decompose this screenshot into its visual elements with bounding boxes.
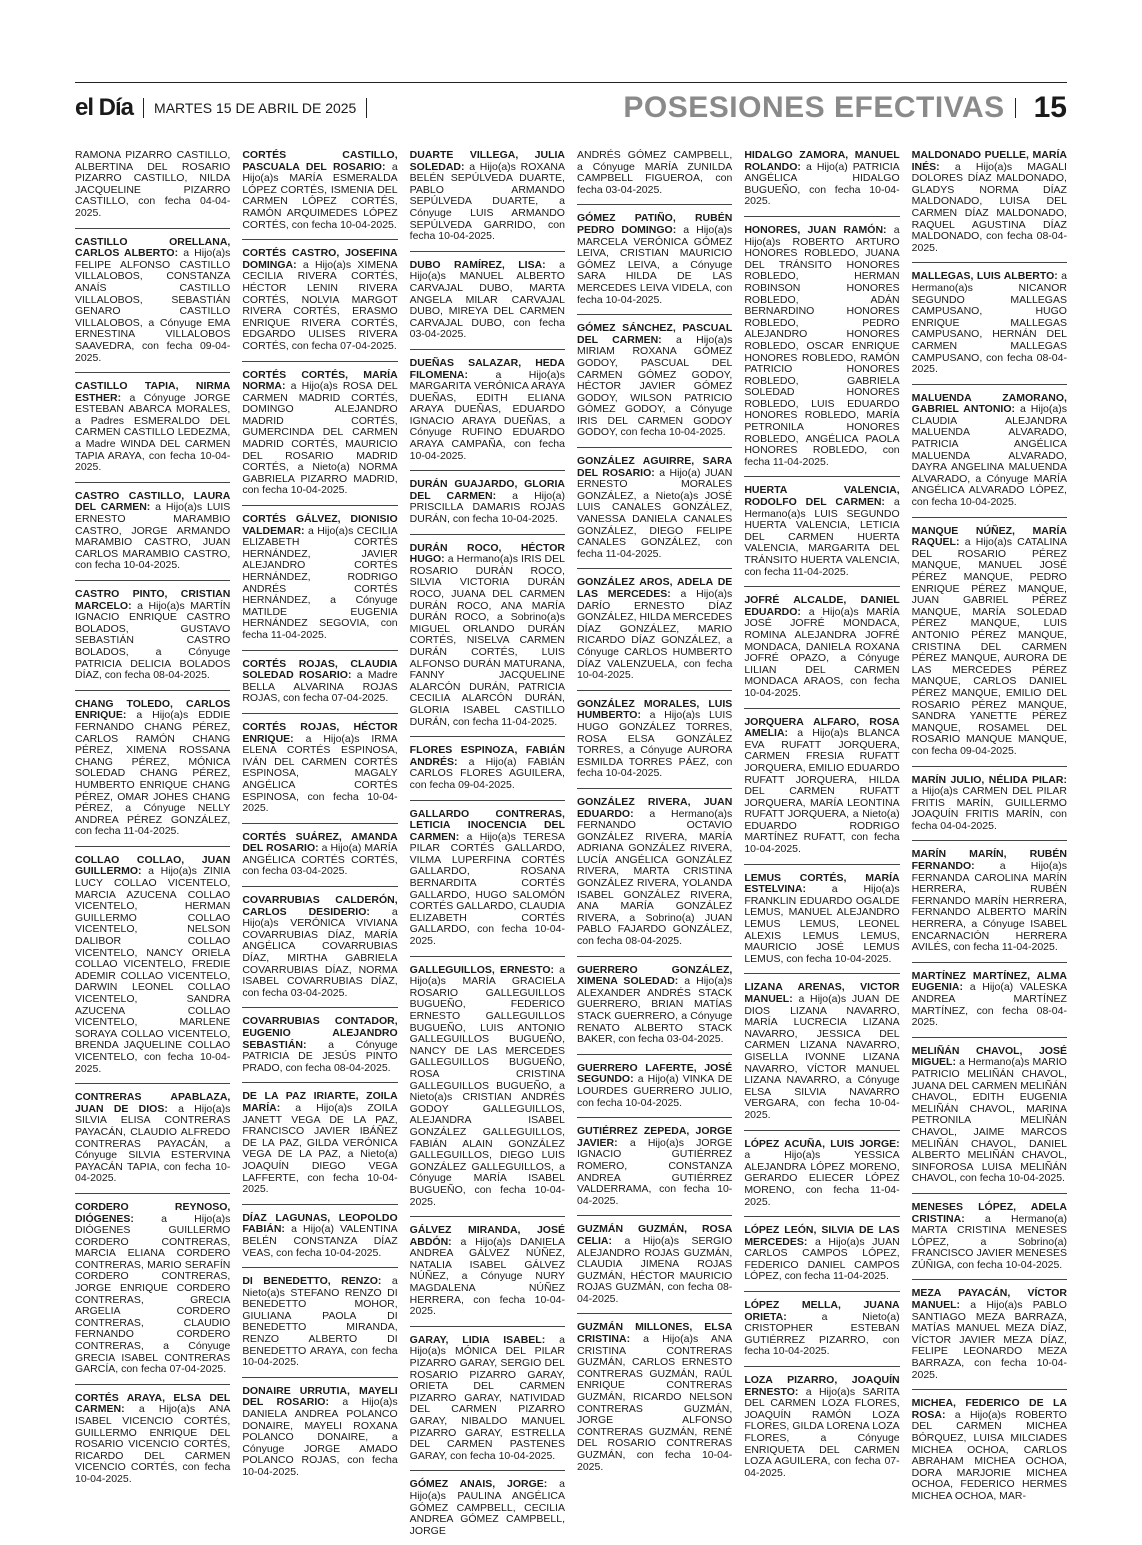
heirs-text: a Hijo(a)s LUIS HUGO GONZÁLEZ TORRES, ROSA ELSA GONZÁLEZ TORRES, a Cónyuge AURORA ESMILDA TORRES PÁEZ, con fecha 10-04-2025.: [576, 709, 733, 780]
heirs-text: RAMONA PIZARRO CASTILLO, ALBERTINA DEL ROSARIO PIZARRO CASTILLO, NILDA JACQUELINE PIZARRO CASTILLO, con fecha 04-04-2025.: [75, 149, 231, 219]
deceased-name: HIDALGO ZAMORA, MANUEL ROLANDO:: [744, 149, 900, 173]
notice-entry: [744, 717, 899, 865]
heirs-text: a Hijo(a)s PAULINA ANGÉLICA GÓMEZ CAMPBELL, CECILIA ANDREA GÓMEZ CAMPBELL, JORGE: [409, 1478, 565, 1537]
heirs-text: a Hijo(a)s ROXANA BELÉN SEPÚLVEDA DUARTE, PABLO ARMANDO SEPÚLVEDA DUARTE, a Cónyuge LUIS ARMANDO SEPÚLVEDA GARRIDO, con fecha 10-04-2025.: [409, 160, 565, 243]
heirs-text: a Hijo(a)s IRMA ELENA CORTÉS ESPINOSA, IVÁN DEL CARMEN CORTÉS ESPINOSA, MAGALY ANGÉLICA CORTÉS ESPINOSA, con fecha 10-04-2025.: [242, 732, 398, 815]
heirs-text: a Hermano(a) MARTA CRISTINA MENESES LÓPEZ, a Sobrino(a) FRANCISCO JAVIER MENESES ZÚÑIGA, con fecha 10-04-2025.: [911, 1212, 1067, 1271]
deceased-name: DURÁN ROCO, HÉCTOR HUGO:: [409, 541, 565, 566]
notice-entry: [242, 1091, 397, 1204]
heirs-text: a Hijo(a)s DANIELA ANDREA POLANCO DONAIRE, MAYELI ROXANA POLANCO DONAIRE, a Cónyuge JORGE AMADO POLANCO ROJAS, con fecha 10-04-2025.: [242, 1396, 398, 1478]
notice-entry: [577, 1322, 732, 1481]
notice-entry: [410, 965, 565, 1217]
heirs-text: a Hijo(a)s MARCELA VERÓNICA GÓMEZ LEIVA, CRISTIAN MAURICIO GÓMEZ LEIVA, a Cónyuge SARA HILDA DE LAS MERCEDES LEIVA VIDELA, con fecha 10-04-2025.: [576, 223, 733, 306]
deceased-name: CORTÉS CASTRO, JOSEFINA DOMINGA:: [242, 247, 398, 271]
deceased-name: GUTIÉRREZ ZEPEDA, JORGE JAVIER:: [576, 1125, 733, 1149]
heirs-text: a Hijo(a)s MARTÍN IGNACIO ENRIQUE CASTRO BOLADOS, GUSTAVO SEBASTIÁN CASTRO BOLADOS, a Cónyuge PATRICIA DELICIA BOLADOS DÍAZ, con fecha 08-04-2025.: [75, 599, 231, 682]
heirs-text: a Hijo(a)s MARÍA GRACIELA ROSARIO GALLEGUILLOS BUGUEÑO, FEDERICO ERNESTO GALLEGUILLOS BUGUEÑO, LUIS ANTONIO GALLEGUILLOS BUGUEÑO, NANCY DE LAS MERCEDES GALLEGUILLOS BUGUEÑO, ROSA CRISTINA GALLEGUILLOS BUGUEÑO, a Nieto(a)s CRISTIAN ANDRÉS GODOY GALLEGUILLOS, ALEJANDRA ISABEL GONZÁLEZ GALLEGUILLOS, FABIÁN ALAIN GONZÁLEZ GALLEGUILLOS, DIEGO LUIS GONZÁLEZ GALLEGUILLOS, a Cónyuge MARÍA ISABEL BUGUEÑO, con fecha 10-04-2025.: [409, 963, 565, 1208]
notice-entry: [75, 589, 230, 691]
heirs-text: a Hijo(a)s CECILIA ELIZABETH CORTÉS HERNÁNDEZ, JAVIER ALEJANDRO CORTÉS HERNÁNDEZ, RODRIGO ANDRÉS CORTÉS HERNÁNDEZ, a Cónyuge MATILDE EUGENIA HERNÁNDEZ SEGOVIA, con fecha 11-04-2025.: [242, 524, 398, 641]
notice-entry: [912, 150, 1067, 263]
notice-column: [744, 150, 899, 1530]
heirs-text: a Hermano(a)s FERNANDO OCTAVIO GONZÁLEZ RIVERA, MARÍA ADRIANA GONZÁLEZ RIVERA, LUCÍA ANGÉLICA GONZÁLEZ RIVERA, MARTA CRISTINA GONZÁLEZ RIVERA, YOLANDA ISABEL GONZÁLEZ RIVERA, ANA MARÍA GONZÁLEZ RIVERA, a Sobrino(a) JUAN PABLO FAJARDO GONZÁLEZ, con fecha 08-04-2025.: [576, 807, 733, 948]
notice-entry: [410, 260, 565, 350]
heirs-text: a Hijo(a)s CARMEN DEL PILAR FRITIS MARÍN, GUILLERMO JOAQUÍN FRITIS MARÍN, con fecha 04-04-2025.: [911, 785, 1067, 832]
deceased-name: DE LA PAZ IRIARTE, ZOILA MARÍA:: [242, 1090, 398, 1114]
notice-column: [912, 150, 1067, 1530]
notice-entry: [744, 150, 899, 217]
heirs-text: a Hijo(a)s EDDIE FERNANDO CHANG PÉREZ, CARLOS RAMÓN CHANG PÉREZ, XIMENA ROSSANA CHANG PÉREZ, MÓNICA SOLEDAD CHANG PÉREZ, HUMBERTO ENRIQUE CHANG PÉREZ, OMAR JOHES CHANG PÉREZ, a Cónyuge NELLY ANDREA PÉREZ GONZÁLEZ, con fecha 11-04-2025.: [75, 709, 231, 838]
heirs-text: a Hijo(a)s ANA ISABEL VICENCIO CORTÉS, GUILLERMO ENRIQUE DEL ROSARIO VICENCIO CORTÉS, RICARDO DEL CARMEN VICENCIO CORTÉS, con fecha 10-04-2025.: [75, 1403, 231, 1485]
header-divider: [366, 98, 367, 118]
deceased-name: GÓMEZ SÁNCHEZ, PASCUAL DEL CARMEN:: [576, 322, 733, 346]
notice-entry: [75, 1202, 230, 1385]
notice-entry: [744, 595, 899, 708]
heirs-text: a Hijo(a)s JUAN DE DIOS LIZANA NAVARRO, MARÍA LUCRECIA LIZANA NAVARRO, JESSICA DEL CARMEN LIZANA NAVARRO, GISELLA IVONNE LIZANA NAVARRO, VÍCTOR MANUEL LIZANA NAVARRO, a Cónyuge ELSA SILVIA NAVARRO VERGARA, con fecha 10-04-2025.: [744, 993, 900, 1121]
deceased-name: MEZA PAYACÁN, VÍCTOR MANUEL:: [911, 1287, 1067, 1312]
notice-entry: [410, 809, 565, 957]
heirs-text: a Hijo(a)s CATALINA DEL ROSARIO PÉREZ MANQUE, MANUEL JOSÉ PÉREZ MANQUE, PEDRO ENRIQUE PÉREZ MANQUE, JUAN GABRIEL PÉREZ MANQUE, MARÍA SOLEDAD PÉREZ MANQUE, LUIS ANTONIO PÉREZ MANQUE, CRISTINA DEL CARMEN PÉREZ MANQUE, AURORA DE LAS MERCEDES PÉREZ MANQUE, CARLOS DANIEL PÉREZ MANQUE, EMILIO DEL ROSARIO PÉREZ MANQUE, SANDRA YANETTE PÉREZ MANQUE, ROSAMEL DEL ROSARIO MANQUE MANQUE, con fecha 09-04-2025.: [911, 536, 1067, 757]
deceased-name: MALUENDA ZAMORANO, GABRIEL ANTONIO:: [911, 391, 1067, 416]
notice-entry: [242, 659, 397, 714]
notice-entry: [912, 1288, 1067, 1390]
deceased-name: CORTÉS ROJAS, HÉCTOR ENRIQUE:: [242, 720, 398, 745]
heirs-text: a Hijo(a)s MARGARITA VERÓNICA ARAYA DUEÑAS, EDITH ELIANA ARAYA DUEÑAS, EDUARDO IGNACIO ARAYA DUEÑAS, a Cónyuge RUFINO EDUARDO ARAYA CAMPAÑA, con fecha 10-04-2025.: [409, 368, 565, 462]
page-number: 15: [1033, 91, 1067, 124]
notice-entry: [410, 1335, 565, 1472]
deceased-name: GÓMEZ PATIÑO, RUBÉN PEDRO DOMINGO:: [576, 212, 733, 236]
deceased-name: MALLEGAS, LUIS ALBERTO:: [911, 270, 1058, 283]
heirs-text: a Hijo(a)s ANA CRISTINA CONTRERAS GUZMÁN, CARLOS ERNESTO CONTRERAS GUZMÁN, RAÚL ENRIQUE CONTRERAS GUZMÁN, RICARDO NELSON CONTRERAS GUZMÁN, JORGE ALFONSO CONTRERAS GUZMÁN, RENÉ DEL ROSARIO CONTRERAS GUZMÁN, con fecha 10-04-2025.: [576, 1333, 733, 1473]
deceased-name: GONZÁLEZ RIVERA, JUAN EDUARDO:: [576, 795, 733, 820]
heirs-text: a Hijo(a)s VERÓNICA VIVIANA COVARRUBIAS DÍAZ, MARÍA ANGÉLICA COVARRUBIAS DÍAZ, MIRTHA GABRIELA COVARRUBIAS DÍAZ, NORMA ISABEL COVARRUBIAS DÍAZ, con fecha 03-04-2025.: [242, 905, 398, 999]
heirs-text: a Hermano(a)s LUIS SEGUNDO HUERTA VALENCIA, LETICIA DEL CARMEN HUERTA VALENCIA, MARGARITA DEL TRÁNSITO HUERTA VALENCIA, con fecha 11-04-2025.: [744, 496, 900, 578]
deceased-name: CORDERO REYNOSO, DIÓGENES:: [75, 1200, 231, 1225]
heirs-text: a Hijo(a)s JUAN CARLOS CAMPOS LÓPEZ, FEDERICO DANIEL CAMPOS LÓPEZ, con fecha 11-04-2025.: [744, 1235, 900, 1283]
deceased-name: CORTÉS ARAYA, ELSA DEL CARMEN:: [75, 1391, 231, 1416]
heirs-text: a Hijo(a)s ROBERTO ARTURO HONORES ROBLEDO, JUANA DEL TRÁNSITO HONORES ROBLEDO, HERMAN ROBINSON HONORES ROBLEDO, ADÁN BERNARDINO HONORES ROBLEDO, PEDRO ALEJANDRO HONORES ROBLEDO, OSCAR ENRIQUE HONORES ROBLEDO, RAMÓN PATRICIO HONORES ROBLEDO, GABRIELA SOLEDAD HONORES ROBLEDO, LUIS EDUARDO HONORES ROBLEDO, MARÍA PETRONILA HONORES ROBLEDO, ANGÉLICA PAOLA HONORES ROBLEDO, con fecha 11-04-2025.: [744, 223, 900, 468]
deceased-name: GONZÁLEZ AGUIRRE, SARA DEL ROSARIO:: [576, 455, 733, 479]
heirs-text: a Hijo(a)s LUIS ERNESTO MARAMBIO CASTRO, JORGE ARMANDO MARAMBIO CASTRO, JUAN CARLOS MARAMBIO CASTRO, con fecha 10-04-2025.: [75, 501, 231, 572]
heirs-text: a Hijo(a)s YESSICA ALEJANDRA LÓPEZ MORENO, GERARDO ELIECER LÓPEZ MORENO, con fecha 11-04-2025.: [744, 1149, 900, 1208]
deceased-name: FLORES ESPINOZA, FABIÁN ANDRÉS:: [409, 744, 565, 768]
heirs-text: a Hijo(a)s MIRIAM ROXANA GÓMEZ GODOY, PASCUAL DEL CARMEN GÓMEZ GODOY, HÉCTOR JAVIER GÓMEZ GODOY, WILSON PATRICIO GÓMEZ GODOY, a Cónyuge IRIS DEL CARMEN GODOY GODOY, con fecha 10-04-2025.: [576, 333, 733, 439]
notice-entry: [75, 699, 230, 847]
deceased-name: MELIÑÁN CHAVOL, JOSÉ MIGUEL:: [911, 1044, 1067, 1069]
heirs-text: a Hijo(a) VINKA DE LOURDES GUERRERO JULIO, con fecha 10-04-2025.: [576, 1073, 733, 1109]
notice-entry: [410, 150, 565, 252]
notice-entry: [410, 479, 565, 534]
heirs-text: a Hijo(a)s DARÍO ERNESTO DÍAZ GONZÁLEZ, HILDA MERCEDES DÍAZ GONZÁLEZ, MARIO RICARDO DÍAZ GONZÁLEZ, a Cónyuge CARLOS HUMBERTO DÍAZ VALENZUELA, con fecha 10-04-2025.: [576, 588, 733, 682]
heirs-text: a Hijo(a)s MARÍA JOSÉ JOFRÉ MONDACA, ROMINA ALEJANDRA JOFRÉ MONDACA, DANIELA ROXANA JOFRÉ OPAZO, a Cónyuge LILIAN DEL CARMEN MONDACA ARAOS, con fecha 10-04-2025.: [744, 605, 900, 699]
deceased-name: CORTÉS GÁLVEZ, DIONISIO VALDEMAR:: [242, 513, 398, 537]
notice-entry: [912, 971, 1067, 1038]
notice-entry: [744, 1375, 899, 1487]
deceased-name: GALLEGUILLOS, ERNESTO:: [409, 963, 555, 976]
heirs-text: a Hijo(a) FABIÁN CARLOS FLORES AGUILERA, con fecha 09-04-2025.: [409, 755, 565, 791]
heirs-text: a Hijo(a)s TERESA PILAR CORTÉS GALLARDO, VILMA LUPERFINA CORTÉS GALLARDO, ROSANA BERNARDITA CORTÉS GALLARDO, HUGO SALOMÓN CORTÉS GALLARDO, CLAUDIA ELIZABETH CORTÉS GALLARDO, con fecha 10-04-2025.: [409, 830, 565, 948]
heirs-text: a Hijo(a) PRISCILLA DAMARIS ROJAS DURÁN, con fecha 10-04-2025.: [409, 489, 565, 526]
notice-entry: [242, 248, 397, 361]
heirs-text: a Hijo(a)s ROSA DEL CARMEN MADRID CORTÉS, DOMINGO ALEJANDRO MADRID CORTÉS, GUMERCINDA DEL CARMEN MADRID CORTÉS, MAURICIO DEL ROSARIO MADRID CORTÉS, a Nieto(a) NORMA GABRIELA PIZARRO MADRID, con fecha 10-04-2025.: [242, 380, 398, 497]
deceased-name: CHANG TOLEDO, CARLOS ENRIQUE:: [75, 697, 231, 722]
notice-entry: [912, 1202, 1067, 1281]
deceased-name: DI BENEDETTO, RENZO:: [242, 1275, 382, 1288]
heirs-text: a Hijo(a)s SILVIA ELISA CONTRERAS PAYACÁN, CLAUDIO ALFREDO CONTRERAS PAYACÁN, a Cónyuge SILVIA ESTERVINA PAYACÁN TAPIA, con fecha 10-04-2025.: [75, 1102, 231, 1185]
notice-entry: [242, 832, 397, 887]
notice-columns: [75, 149, 1067, 1537]
notice-entry: [744, 1225, 899, 1292]
heirs-text: a Hijo(a)s DANIELA ANDREA GÁLVEZ NÚÑEZ, NATALIA ISABEL GÁLVEZ NÚÑEZ, a Cónyuge NURY MAGDALENA NÚÑEZ HERRERA, con fecha 10-04-2025.: [409, 1235, 565, 1318]
notice-entry: [912, 1398, 1067, 1510]
deceased-name: CORTÉS CORTÉS, MARÍA NORMA:: [242, 368, 398, 393]
deceased-name: GALLARDO CONTRERAS, LETICIA INOCENCIA DEL CARMEN:: [409, 807, 565, 843]
notice-column: [409, 149, 565, 1537]
notice-entry: [75, 855, 230, 1084]
deceased-name: CORTÉS ROJAS, CLAUDIA SOLEDAD ROSARIO:: [242, 657, 398, 682]
heirs-text: a Hijo(a)s FRANKLIN EDUARDO OGALDE LEMUS, MANUEL ALEJANDRO LEMUS LEMUS, LEONEL ALEXIS LEMUS LEMUS, MAURICIO JOSÉ LEMUS LEMUS, con fecha 10-04-2025.: [744, 883, 900, 965]
deceased-name: LÓPEZ LEÓN, SILVIA DE LAS MERCEDES:: [744, 1224, 900, 1248]
heirs-text: a Hijo(a) VALENTINA BELÉN CONSTANZA DÍAZ VEAS, con fecha 10-04-2025.: [242, 1223, 398, 1259]
heirs-text: a Hijo(a)s BLANCA EVA RUFATT JORQUERA, CARMEN FRESIA RUFATT JORQUERA, EMILIO EDUARDO RUFATT JORQUERA, HILDA DEL CARMEN RUFATT JORQUERA, MARÍA LEONTINA RUFATT JORQUERA, a Nieto(a) EDUARDO RODRIGO MARTÍNEZ RUFATT, con fecha 10-04-2025.: [744, 727, 900, 856]
deceased-name: MENESES LÓPEZ, ADELA CRISTINA:: [911, 1200, 1067, 1225]
notice-entry: [577, 1224, 732, 1314]
deceased-name: DURÁN GUAJARDO, GLORIA DEL CARMEN:: [409, 478, 565, 502]
notice-entry: [577, 150, 732, 205]
header-divider: [143, 98, 144, 118]
heirs-text: a Hijo(a)s SERGIO ALEJANDRO ROJAS GUZMÁN, CLAUDIA JIMENA ROJAS GUZMÁN, HÉCTOR MAURICIO ROJAS GUZMÁN, con fecha 08-04-2025.: [576, 1234, 733, 1305]
notice-entry: [410, 1479, 565, 1545]
heirs-text: a Hijo(a) VALESKA ANDREA MARTÍNEZ MARTÍNEZ, con fecha 08-04-2025.: [911, 981, 1067, 1029]
notice-entry: [577, 456, 732, 569]
deceased-name: CONTRERAS APABLAZA, JUAN DE DIOS:: [75, 1091, 231, 1115]
notice-entry: [75, 381, 230, 483]
deceased-name: LÓPEZ MELLA, JUANA ORIETA:: [744, 1299, 900, 1323]
notice-entry: [577, 797, 732, 957]
heirs-text: a Hijo(a)s JORGE IGNACIO GUTIÉRREZ ROMERO, CONSTANZA ANDREA GUTIÉRREZ VALDERRAMA, con fecha 10-04-2025.: [576, 1136, 733, 1207]
deceased-name: COLLAO COLLAO, JUAN GUILLERMO:: [75, 853, 231, 878]
heirs-text: a Hijo(a)s CLAUDIA ALEJANDRA MALUENDA ALVARADO, PATRICIA ANGÉLICA MALUENDA ALVARADO, DAYRA ANGELINA MALUENDA ALVARADO, a Cónyuge MARÍA ANGÉLICA ALVARADO LÓPEZ, con fecha 10-04-2025.: [911, 403, 1067, 509]
section-title: POSESIONES EFECTIVAS: [623, 91, 1005, 124]
deceased-name: DUBO RAMÍREZ, LISA:: [409, 258, 546, 271]
deceased-name: HUERTA VALENCIA, RODOLFO DEL CARMEN:: [744, 484, 900, 509]
deceased-name: COVARRUBIAS CALDERÓN, CARLOS DESIDERIO:: [242, 894, 398, 918]
deceased-name: MICHEA, FEDERICO DE LA ROSA:: [911, 1397, 1067, 1421]
heirs-text: a Hijo(a) PATRICIA ANGÉLICA HIDALGO BUGUEÑO, con fecha 10-04-2025.: [744, 160, 900, 208]
notice-entry: [242, 1386, 397, 1487]
notice-entry: [912, 1046, 1067, 1194]
deceased-name: CORTÉS CASTILLO, PASCUALA DEL ROSARIO:: [242, 149, 398, 173]
heirs-text: a Hijo(a) JUAN ERNESTO MORALES GONZÁLEZ, a Nieto(a)s JOSÉ LUIS CANALES GONZÁLEZ, VANESSA DANIELA CANALES GONZÁLEZ, DIEGO FELIPE CANALES GONZÁLEZ, con fecha 11-04-2025.: [576, 466, 733, 560]
notice-entry: [744, 982, 899, 1130]
header-divider: [1015, 98, 1016, 118]
issue-date: MARTES 15 DE ABRIL DE 2025: [154, 100, 357, 116]
heirs-text: a Hijo(a)s MAGALI DOLORES DÍAZ MALDONADO, GLADYS NORMA DÍAZ MALDONADO, LUISA DEL CARMEN DÍAZ MALDONADO, RAQUEL AGUSTINA DÍAZ MALDONADO, con fecha 08-04-2025.: [911, 160, 1067, 254]
notice-column: [577, 150, 732, 1530]
deceased-name: CASTRO PINTO, CRISTIAN MARCELO:: [75, 588, 231, 612]
notice-entry: [744, 1300, 899, 1367]
notice-column: [242, 150, 397, 1530]
heirs-text: a Hijo(a)s XIMENA CECILIA RIVERA CORTÉS, HÉCTOR LENIN RIVERA CORTÉS, NOLVIA MARGOT RIVERA CORTÉS, ERASMO ENRIQUE RIVERA CORTÉS, EDGARDO ULISES RIVERA CORTÉS, con fecha 07-04-2025.: [242, 258, 398, 352]
deceased-name: GÓMEZ ANAIS, JORGE:: [409, 1478, 548, 1491]
notice-entry: [410, 358, 565, 471]
deceased-name: MALDONADO PUELLE, MARÍA INÉS:: [911, 149, 1067, 173]
deceased-name: MANQUE NÚÑEZ, MARÍA RAQUEL:: [911, 524, 1067, 549]
heirs-text: a Hijo(a)s MARÍA ESMERALDA LÓPEZ CORTÉS, ISMENIA DEL CARMEN LÓPEZ CORTÉS, RAMÓN ARQUIMEDES LÓPEZ CORTÉS, con fecha 10-04-2025.: [242, 160, 398, 231]
deceased-name: CASTRO CASTILLO, LAURA DEL CARMEN:: [75, 489, 231, 514]
deceased-name: MARÍN MARÍN, RUBÉN FERNANDO:: [911, 848, 1067, 873]
deceased-name: MARÍN JULIO, NÉLIDA PILAR:: [911, 773, 1067, 786]
heirs-text: a Hijo(a)s SARITA DEL CARMEN LOZA FLORES, JOAQUÍN RAMÓN LOZA FLORES, GILDA LORENA LOZA FLORES, a Cónyuge ENRIQUETA DEL CARMEN LOZA AGUILERA, con fecha 07-04-2025.: [744, 1385, 900, 1479]
heirs-text: a Hijo(a)s ALEXANDER ANDRÉS STACK GUERRERO, BRIAN MATÍAS STACK GUERRERO, a Cónyuge RENATO ALBERTO STACK BAKER, con fecha 03-04-2025.: [576, 975, 733, 1046]
deceased-name: GUZMÁN GUZMÁN, ROSA CELIA:: [576, 1223, 733, 1247]
notice-entry: [242, 370, 397, 507]
heirs-text: ANDRÉS GÓMEZ CAMPBELL, a Cónyuge MARÍA ZUNILDA CAMPBELL FIGUEROA, con fecha 03-04-2025.: [576, 149, 733, 196]
notice-entry: [410, 543, 565, 738]
notice-entry: [744, 873, 899, 975]
deceased-name: GUERRERO GONZÁLEZ, XIMENA SOLEDAD:: [576, 963, 733, 988]
notice-entry: [242, 514, 397, 651]
notice-entry: [912, 271, 1067, 384]
notice-entry: [577, 213, 732, 315]
heirs-text: a Hermano(a)s IRIS DEL ROSARIO DURÁN ROCO, SILVIA VICTORIA DURÁN ROCO, JUANA DEL CARMEN DURÁN ROCO, ANA MARÍA DURÁN ROCO, a Sobrino(a)s MIGUEL ORLANDO DURÁN CORTÉS, NISELVA CARMEN DURÁN CORTÉS, LUIS ALFONSO DURÁN MATURANA, FANNY JACQUELINE ALARCÓN DURÁN, PATRICIA CECILIA ALARCÓN DURÁN, GLORIA ISABEL CASTILLO DURÁN, con fecha 11-04-2025.: [409, 553, 565, 728]
notice-entry: [577, 965, 732, 1055]
heirs-text: a Hijo(a)s ZINIA LUCY COLLAO VICENTELO, MARCIA AZUCENA COLLAO VICENTELO, HERMAN GUILLERMO COLLAO VICENTELO, NELSON DALIBOR COLLAO VICENTELO, NANCY ORIELA COLLAO VICENTELO, FREDIE ADEMIR COLLAO VICENTELO, DARWIN LEONEL COLLAO VICENTELO, SANDRA AZUCENA COLLAO VICENTELO, MARLENE SORAYA COLLAO VICENTELO, BRENDA JAQUELINE COLLAO VICENTELO, con fecha 10-04-2025.: [75, 865, 231, 1075]
notice-entry: [242, 1213, 397, 1268]
notice-entry: [75, 491, 230, 581]
deceased-name: LÓPEZ ACUÑA, LUIS JORGE:: [744, 1137, 900, 1150]
deceased-name: MARTÍNEZ MARTÍNEZ, ALMA EUGENIA:: [911, 969, 1067, 994]
notice-entry: [912, 393, 1067, 518]
deceased-name: JORQUERA ALFARO, ROSA AMELIA:: [744, 715, 900, 740]
notice-entry: [75, 237, 230, 374]
heirs-text: a Hijo(a)s DIÓGENES GUILLERMO CORDERO CONTRERAS, MARCIA ELIANA CORDERO CONTRERAS, MARIO SERAFÍN CORDERO CONTRERAS, JORGE ENRIQUE CORDERO CONTRERAS, GRECIA ARGELIA CORDERO CONTRERAS, CLAUDIO FERNANDO CORDERO CONTRERAS, a Cónyuge GRECIA ISABEL CONTRERAS GARCÍA, con fecha 07-04-2025.: [75, 1212, 231, 1376]
notice-entry: [577, 1126, 732, 1216]
heirs-text: a Hermano(a)s MARIO PATRICIO MELIÑÁN CHAVOL, JUANA DEL CARMEN MELIÑÁN CHAVOL, EDITH EUGENIA MELIÑÁN CHAVOL, MARINA PETRONILA MELIÑÁN CHAVOL, JAIME MARCOS MELIÑÁN CHAVOL, DANIEL ALBERTO MELIÑÁN CHAVOL, SINFOROSA LUISA MELIÑÁN CHAVOL, con fecha 10-04-2025.: [911, 1056, 1067, 1185]
notice-entry: [242, 1276, 397, 1378]
deceased-name: CASTILLO TAPIA, NIRMA ESTHER:: [75, 380, 231, 404]
heirs-text: a Madre BELLA ALVARINA ROJAS ROJAS, con fecha 07-04-2025.: [242, 669, 398, 705]
heirs-text: a Hijo(a)s PABLO SANTIAGO MEZA BARRAZA, MATÍAS MANUEL MEZA DÍAZ, VÍCTOR JAVIER MEZA DÍAZ, FELIPE LEONARDO MEZA BARRAZA, con fecha 10-04-2025.: [911, 1299, 1067, 1381]
notice-entry: [577, 1063, 732, 1118]
page-header: [75, 88, 1067, 128]
notice-entry: [242, 895, 397, 1008]
deceased-name: GARAY, LIDIA ISABEL:: [409, 1333, 546, 1346]
heirs-text: a Nieto(a)s STEFANO RENZO DI BENEDETTO MOHOR, GIULIANA PAOLA DI BENEDETTO MIRANDA, RENZO ALBERTO DI BENEDETTO ARAYA, con fecha 10-04-2025.: [242, 1275, 398, 1369]
notice-entry: [410, 745, 565, 800]
notice-entry: [912, 775, 1067, 842]
deceased-name: JOFRÉ ALCALDE, DANIEL EDUARDO:: [744, 594, 900, 618]
notice-entry: [744, 1139, 899, 1218]
heirs-text: a Cónyuge PATRICIA DE JESÚS PINTO PRADO, con fecha 08-04-2025.: [242, 1038, 398, 1074]
deceased-name: LOZA PIZARRO, JOAQUÍN ERNESTO:: [744, 1374, 900, 1398]
notice-entry: [242, 1016, 397, 1083]
notice-entry: [577, 577, 732, 690]
deceased-name: HONORES, JUAN RAMÓN:: [744, 223, 887, 236]
deceased-name: LIZANA ARENAS, VICTOR MANUEL:: [744, 981, 900, 1005]
heirs-text: a Hijo(a) MARÍA ANGÉLICA CORTÉS CORTÉS, con fecha 03-04-2025.: [242, 842, 398, 878]
notice-entry: [242, 150, 397, 240]
heirs-text: a Hijo(a)s MÓNICA DEL PILAR PIZARRO GARAY, SERGIO DEL ROSARIO PIZARRO GARAY, ORIETA DEL CARMEN PIZARRO GARAY, NATIVIDAD DEL CARMEN PIZARRO GARAY, NIBALDO MANUEL PIZARRO GARAY, ESTRELLA DEL CARMEN PASTENES GARAY, con fecha 10-04-2025.: [409, 1333, 565, 1462]
heirs-text: a Hijo(a)s FERNANDA CAROLINA MARÍN HERRERA, RUBÉN FERNANDO MARÍN HERRERA, FERNANDO ALBERTO MARÍN HERRERA, a Cónyuge ISABEL ENCARNACIÓN HERRERA AVILÉS, con fecha 11-04-2025.: [911, 860, 1067, 954]
top-rule: [75, 82, 1067, 83]
notice-entry: [242, 722, 397, 824]
deceased-name: GUZMÁN MILLONES, ELSA CRISTINA:: [576, 1321, 733, 1346]
deceased-name: GONZÁLEZ MORALES, LUIS HUMBERTO:: [576, 697, 733, 722]
notice-entry: [75, 150, 230, 229]
notice-entry: [577, 323, 732, 448]
deceased-name: CORTÉS SUÁREZ, AMANDA DEL ROSARIO:: [242, 830, 398, 855]
deceased-name: DUARTE VILLEGA, JULIA SOLEDAD:: [409, 149, 565, 173]
notice-entry: [577, 699, 732, 789]
notice-entry: [75, 1092, 230, 1194]
deceased-name: CASTILLO ORELLANA, CARLOS ALBERTO:: [75, 235, 231, 260]
notice-entry: [912, 526, 1067, 767]
heirs-text: a Nieto(a) CRISTOPHER ESTEBAN GUTIÉRREZ PIZARRO, con fecha 10-04-2025.: [744, 1310, 900, 1358]
deceased-name: DONAIRE URRUTIA, MAYELI DEL ROSARIO:: [242, 1384, 398, 1409]
deceased-name: DUEÑAS SALAZAR, HEDA FILOMENA:: [409, 356, 565, 381]
notice-entry: [912, 849, 1067, 962]
heirs-text: a Hijo(a)s MANUEL ALBERTO CARVAJAL DUBO, MARTA ANGELA MILAR CARVAJAL DUBO, MIREYA DEL CARMEN CARVAJAL DUBO, con fecha 03-04-2025.: [409, 258, 565, 341]
notice-entry: [744, 485, 899, 587]
notice-column: [75, 150, 230, 1530]
notice-entry: [75, 1393, 230, 1494]
newspaper-logo: el Día: [75, 94, 134, 121]
deceased-name: GONZÁLEZ AROS, ADELA DE LAS MERCEDES:: [576, 576, 733, 600]
heirs-text: a Hijo(a)s ZOILA JANETT VEGA DE LA PAZ, FRANCISCO JAVIER IBÁÑEZ DE LA PAZ, GILDA VERÓNICA VEGA DE LA PAZ, a Nieto(a) JOAQUÍN DIEGO VEGA LAFFERTE, con fecha 10-04-2025.: [242, 1101, 398, 1196]
deceased-name: LEMUS CORTÉS, MARÍA ESTELVINA:: [744, 871, 900, 896]
deceased-name: GUERRERO LAFERTE, JOSÉ SEGUNDO:: [576, 1061, 733, 1086]
notice-entry: [744, 225, 899, 477]
heirs-text: a Hijo(a)s FELIPE ALFONSO CASTILLO VILLALOBOS, CONSTANZA ANAÍS CASTILLO VILLALOBOS, SEBASTIÁN GENARO CASTILLO VILLALOBOS, a Cónyuge EMA ERNESTINA VILLALOBOS SAAVEDRA, con fecha 09-04-2025.: [75, 247, 231, 364]
heirs-text: a Cónyuge JORGE ESTEBAN ABARCA MORALES, a Padres ESMERALDO DEL CARMEN CASTILLO LEDEZMA, a Madre WINDA DEL CARMEN TAPIA ARAYA, con fecha 10-04-2025.: [75, 391, 231, 474]
heirs-text: a Hermano(a)s NICANOR SEGUNDO MALLEGAS CAMPUSANO, HUGO ENRIQUE MALLEGAS CAMPUSANO, HERNÁN DEL CARMEN MALLEGAS CAMPUSANO, con fecha 08-04-2025.: [911, 270, 1067, 376]
deceased-name: DÍAZ LAGUNAS, LEOPOLDO FABIÁN:: [242, 1211, 398, 1236]
notice-entry: [410, 1225, 565, 1327]
deceased-name: GÁLVEZ MIRANDA, JOSÉ ABDÓN:: [409, 1224, 565, 1248]
deceased-name: COVARRUBIAS CONTADOR, EUGENIO ALEJANDRO SEBASTIÁN:: [242, 1015, 398, 1051]
heirs-text: a Hijo(a)s ROBERTO DEL CARMEN MICHEA BÓRQUEZ, LUISA MILCIADES MICHEA OCHOA, CARLOS ABRAHAM MICHEA OCHOA, DORA MARJORIE MICHEA OCHOA, FEDERICO HERMES MICHEA OCHOA, MAR-: [911, 1408, 1067, 1502]
